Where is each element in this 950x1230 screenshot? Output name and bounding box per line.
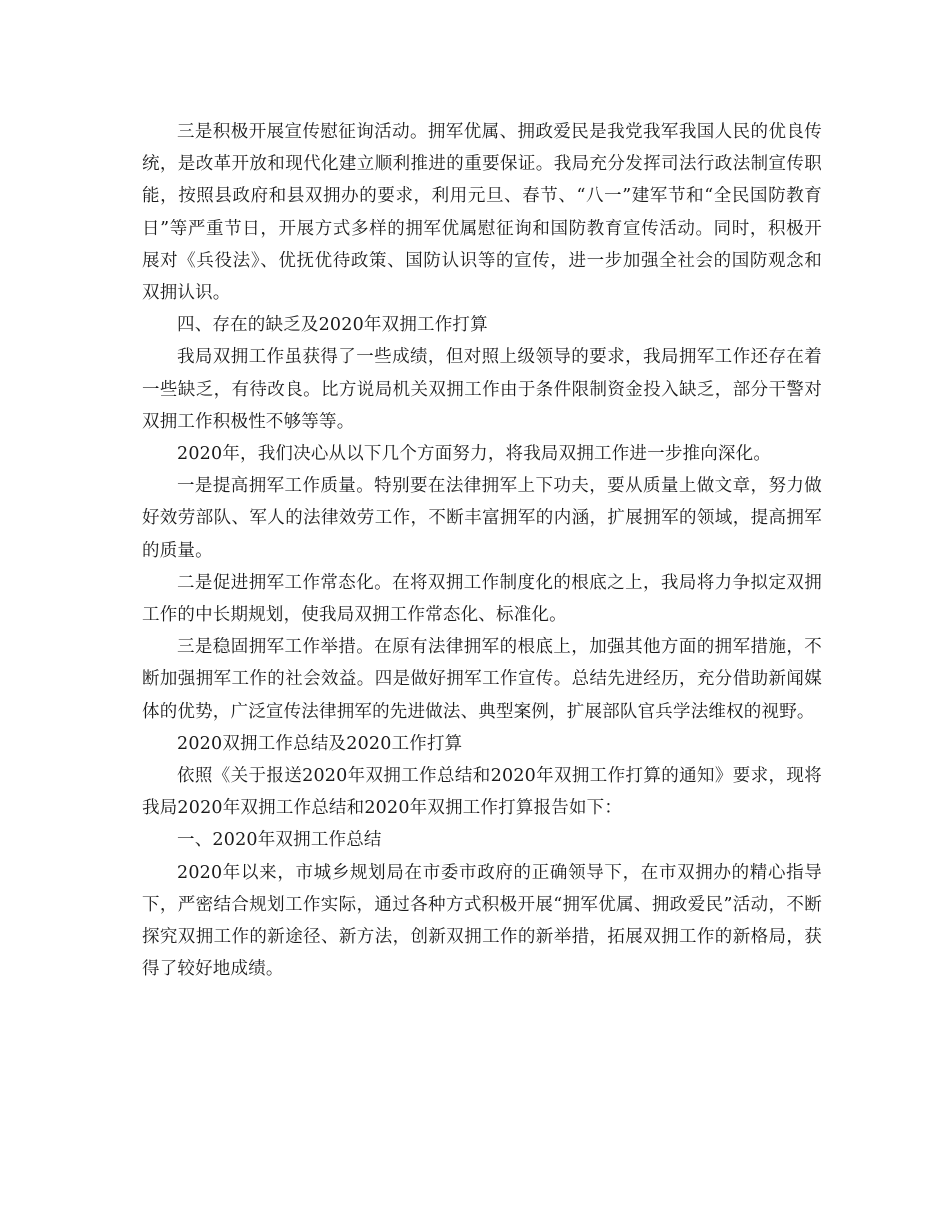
paragraph-propaganda-activities: 三是积极开展宣传慰征询活动。拥军优属、拥政爱民是我党我军我国人民的优良传统，是改革开放和现代化建立顺利推进的重要保证。我局充分发挥司法行政法制宣传职能，按照县政府和县双拥办的要求，利用元旦、春节、“八一”建军节和“全民国防教育日”等严重节日，开展方式多样的拥军优属慰征询和国防教育宣传活动。同时，积极开展对《兵役法》、优抚优待政策、国防认识等的宣传，进一步加强全社会的国防观念和双拥认识。 [142,122,822,304]
paragraph-notice-reference: 依照《关于报送2020年双拥工作总结和2020年双拥工作打算的通知》要求，现将我局2020年双拥工作总结和2020年双拥工作打算报告如下： [142,766,822,819]
paragraph-2020-resolve: 2020年，我们决心从以下几个方面努力，将我局双拥工作进一步推向深化。 [177,444,772,465]
paragraph-summary-intro: 2020年以来，市城乡规划局在市委市政府的正确领导下，在市双拥办的精心指导下，严密结合规划工作实际，通过各种方式积极开展“拥军优属、拥政爱民”活动，不断探究双拥工作的新途径、新方法，创新双拥工作的新举措，拓展双拥工作的新格局，获得了较好地成绩。 [142,862,822,980]
paragraph-shortcomings: 我局双拥工作虽获得了一些成绩，但对照上级领导的要求，我局拥军工作还存在着一些缺乏，有待改良。比方说局机关双拥工作由于条件限制资金投入缺乏，部分干警对双拥工作积极性不够等等。 [142,347,822,432]
paragraph-consolidate-measures: 三是稳固拥军工作举措。在原有法律拥军的根底上，加强其他方面的拥军措施，不断加强拥军工作的社会效益。四是做好拥军工作宣传。总结先进经历，充分借助新闻媒体的优势，广泛宣传法律拥军的先进做法、典型案例，扩展部队官兵学法维权的视野。 [142,637,822,722]
document-subtitle: 2020双拥工作总结及2020工作打算 [177,733,463,754]
section-heading-shortcomings-plan: 四、存在的缺乏及2020年双拥工作打算 [177,315,488,336]
paragraph-improve-quality: 一是提高拥军工作质量。特别要在法律拥军上下功夫，要从质量上做文章，努力做好效劳部队、军人的法律效劳工作，不断丰富拥军的内涵，扩展拥军的领域，提高拥军的质量。 [142,476,822,561]
section-heading-summary: 一、2020年双拥工作总结 [177,830,382,851]
paragraph-normalization: 二是促进拥军工作常态化。在将双拥工作制度化的根底之上，我局将力争拟定双拥工作的中长期规划，使我局双拥工作常态化、标准化。 [142,572,822,626]
document-body [142,116,822,985]
